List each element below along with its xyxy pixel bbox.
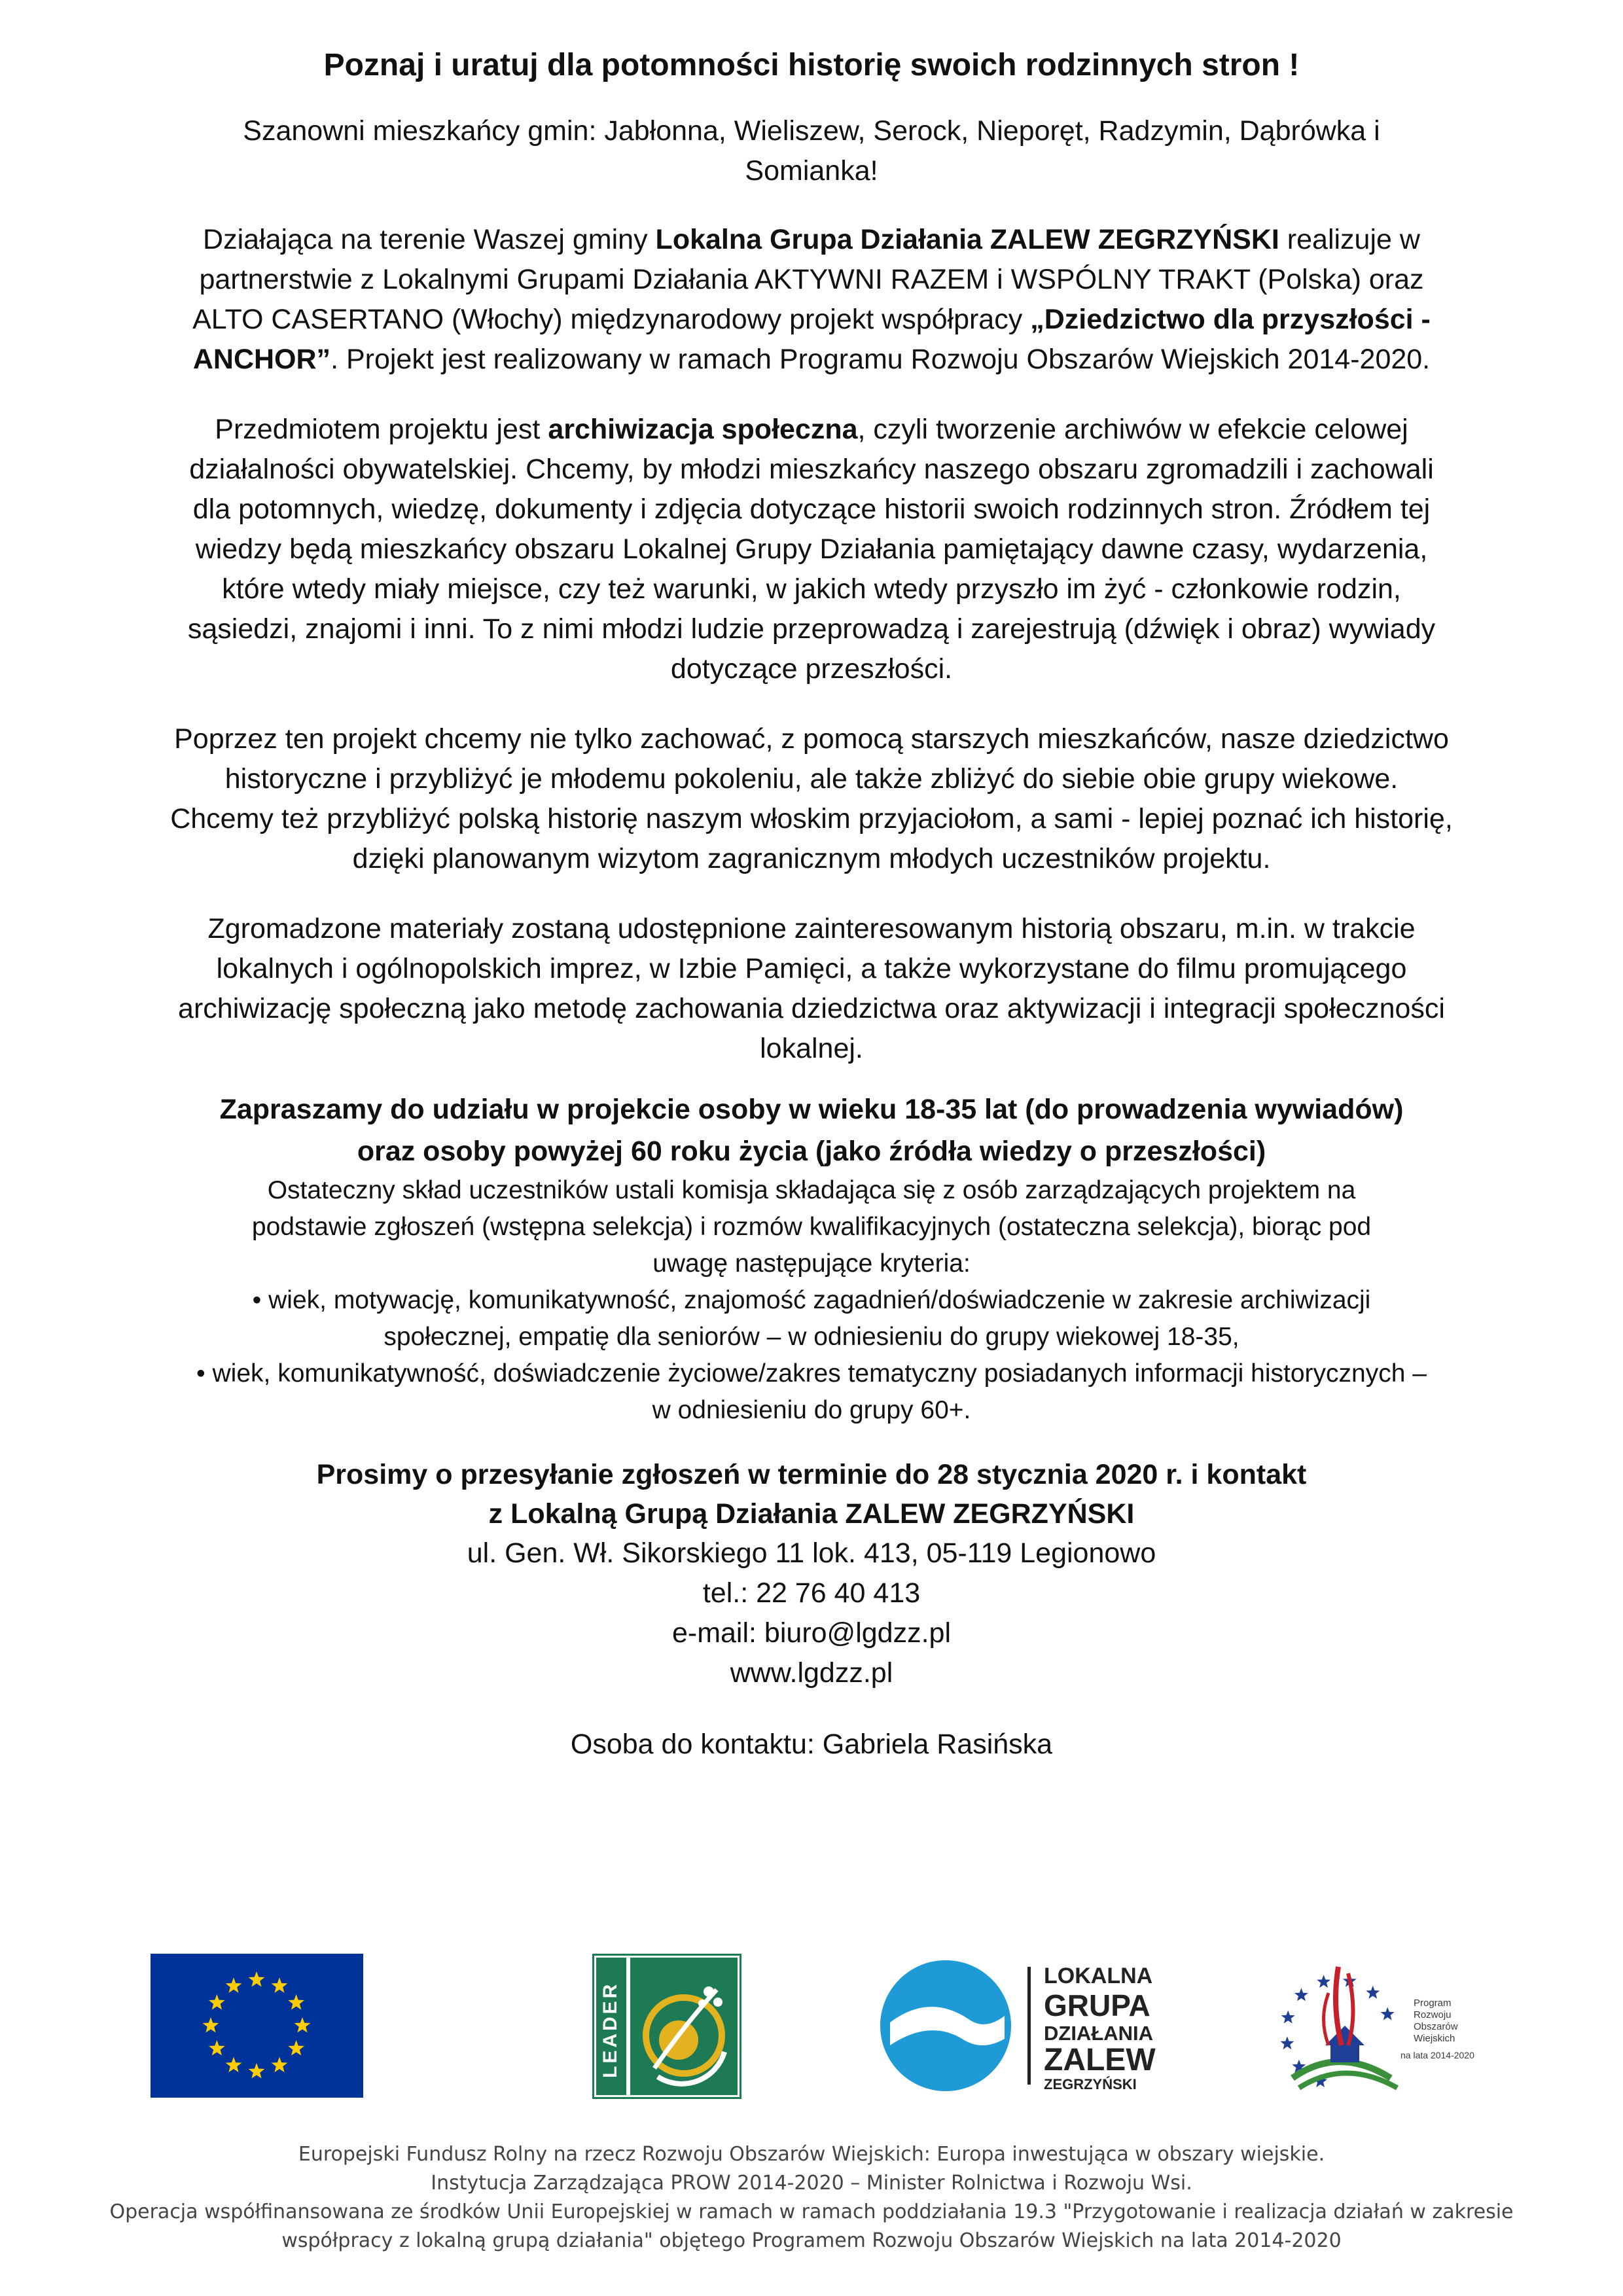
materials-paragraph: Zgromadzone materiały zostaną udostępnione zainteresowanym historią obszaru, m.in. w trakcie lokalnych i ogólnopolskich imprez, w Izbie Pamięci, a także wykorzystane do filmu promującego archiwizację społeczną jako metodę zachowania dziedzictwa oraz aktywizacji i integracji społeczności lokalnej. <box>178 913 1445 1064</box>
eu-flag-logo <box>151 1954 363 2098</box>
footer-line-3: Operacja współfinansowana ze środków Unii Europejskiej w ramach w ramach poddziałania 19.3 "Przygotowanie i realizacja działań w zakresie <box>109 2200 1514 2223</box>
prow-star-icon <box>1281 2011 1295 2024</box>
footer <box>26 2140 1597 2255</box>
lgd-line-1: LOKALNA <box>1044 1964 1153 1988</box>
invite-line-1: Zapraszamy do udziału w projekcie osoby w wieku 18-35 lat (do prowadzenia wywiadów) <box>219 1094 1404 1125</box>
prow-star-icon <box>1381 2007 1395 2020</box>
intro-text-1: Działająca na terenie Waszej gminy <box>203 224 656 255</box>
page-title: Poznaj i uratuj dla potomności historię swoich rodzinnych stron ! <box>323 48 1300 82</box>
lgd-line-4: ZALEW <box>1044 2043 1156 2077</box>
greeting-line-1: Szanowni mieszkańcy gmin: Jabłonna, Wieliszew, Serock, Nieporęt, Radzymin, Dąbrówka i <box>243 115 1380 147</box>
prow-line-4: Wiejskich <box>1414 2033 1455 2044</box>
criteria-item-1: • wiek, motywację, komunikatywność, znajomość zagadnień/doświadczenie w zakresie archiwizacji społecznej, empatię dla seniorów – w odniesieniu do grupy wiekowej 18-35, <box>252 1286 1371 1351</box>
contact-person: Osoba do kontaktu: Gabriela Rasińska <box>570 1729 1053 1760</box>
contact-email[interactable]: e-mail: biuro@lgdzz.pl <box>671 1617 952 1649</box>
prow-line-3: Obszarów <box>1414 2021 1458 2032</box>
lgd-line-2: GRUPA <box>1044 1988 1150 2022</box>
lgd-line-5: ZEGRZYŃSKI <box>1044 2076 1137 2092</box>
prow-logo <box>1266 1954 1489 2098</box>
prow-star-icon <box>1317 1975 1330 1988</box>
selection-paragraph: Ostateczny skład uczestników ustali komisja składająca się z osób zarządzających projektem na podstawie zgłoszeń (wstępna selekcja) i rozmów kwalifikacyjnych (ostateczna selekcja), biorąc pod uwagę następujące kryteria: <box>251 1176 1372 1278</box>
deadline-heading <box>157 1455 1466 1534</box>
lgd-line-3: DZIAŁANIA <box>1044 2022 1154 2045</box>
prow-star-icon <box>1366 1986 1380 1999</box>
intro-bold-project: „Dziedzictwo dla przyszłości - ANCHOR” <box>192 304 1431 375</box>
deadline-line-1: Prosimy o przesyłanie zgłoszeń w terminie do 28 stycznia 2020 r. i kontakt <box>316 1459 1307 1490</box>
leader-text: LEADER <box>599 1981 621 2078</box>
intro-paragraph <box>157 220 1466 380</box>
footer-line-1: Europejski Fundusz Rolny na rzecz Rozwoju Obszarów Wiejskich: Europa inwestująca w obszary wiejskie. <box>298 2143 1325 2166</box>
invite-line-2: oraz osoby powyżej 60 roku życia (jako źródła wiedzy o przeszłości) <box>357 1136 1266 1167</box>
intro-bold-lgd: Lokalna Grupa Działania ZALEW ZEGRZYŃSKI <box>655 224 1279 255</box>
invite-heading <box>157 1088 1466 1172</box>
footer-line-4: współpracy z lokalną grupą działania" objętego Programem Rozwoju Obszarów Wiejskich na lata 2014-2020 <box>281 2229 1342 2252</box>
logo-strip <box>0 1954 1623 2117</box>
prow-line-2: Rozwoju <box>1414 2009 1452 2020</box>
intro-text-3: . Projekt jest realizowany w ramach Programu Rozwoju Obszarów Wiejskich 2014-2020. <box>330 344 1431 375</box>
footer-line-2: Instytucja Zarządzająca PROW 2014-2020 – Minister Rolnictwa i Rozwoju Wsi. <box>431 2172 1192 2195</box>
subject-text-1: Przedmiotem projektu jest <box>215 414 548 445</box>
greeting <box>157 111 1466 191</box>
subject-text-2: , czyli tworzenie archiwów w efekcie celowej działalności obywatelskiej. Chcemy, by młodzi mieszkańcy naszego obszaru zgromadzili i zachowali dla potomnych, wiedzę, dokumenty i zdjęcia dotyczące historii swoich rodzinnych stron. Źródłem tej wiedzy będą mieszkańcy obszaru Lokalnej Grupy Działania pamiętający dawne czasy, wydarzenia, które wtedy miały miejsce, czy też warunki, w jakich wtedy przyszło im żyć - członkowie rodzin, sąsiedzi, znajomi i inni. To z nimi młodzi ludzie przeprowadzą i zarejestrują (dźwięk i obraz) wywiady dotyczące przeszłości. <box>187 414 1436 685</box>
goals-paragraph: Poprzez ten projekt chcemy nie tylko zachować, z pomocą starszych mieszkańców, nasze dziedzictwo historyczne i przybliżyć je młodemu pokoleniu, ale także zbliżyć do siebie obie grupy wiekowe. Chcemy też przybliżyć polską historię naszym włoskim przyjaciołom, a sami - lepiej poznać ich historię, dzięki planowanym wizytom zagranicznym młodych uczestników projektu. <box>170 723 1453 874</box>
contact-phone: tel.: 22 76 40 413 <box>702 1577 921 1609</box>
deadline-line-2: z Lokalną Grupą Działania ZALEW ZEGRZYŃSKI <box>488 1498 1135 1530</box>
prow-line-5: na lata 2014-2020 <box>1400 2050 1474 2060</box>
subject-bold: archiwizacja społeczna <box>548 414 858 445</box>
prow-line-1: Program <box>1414 1998 1452 2009</box>
leader-logo <box>592 1954 741 2099</box>
lgd-zalew-zegrzynski-logo <box>870 1954 1165 2098</box>
criteria-item-2: • wiek, komunikatywność, doświadczenie życiowe/zakres tematyczny posiadanych informacji historycznych – w odniesieniu do grupy 60+. <box>196 1359 1427 1424</box>
greeting-line-2: Somianka! <box>745 155 878 187</box>
prow-star-icon <box>1280 2036 1294 2049</box>
subject-paragraph <box>157 410 1466 689</box>
prow-star-icon <box>1294 1988 1308 2001</box>
contact-address: ul. Gen. Wł. Sikorskiego 11 lok. 413, 05-119 Legionowo <box>467 1537 1156 1569</box>
contact-block <box>157 1534 1466 1693</box>
intro-text-2: realizuje w partnerstwie z Lokalnymi Grupami Działania AKTYWNI RAZEM i WSPÓLNY TRAKT (Polska) oraz ALTO CASERTANO (Włochy) międzynarodowy projekt współpracy <box>192 224 1424 335</box>
document-body <box>157 39 1466 1765</box>
contact-website[interactable]: www.lgdzz.pl <box>730 1657 893 1689</box>
